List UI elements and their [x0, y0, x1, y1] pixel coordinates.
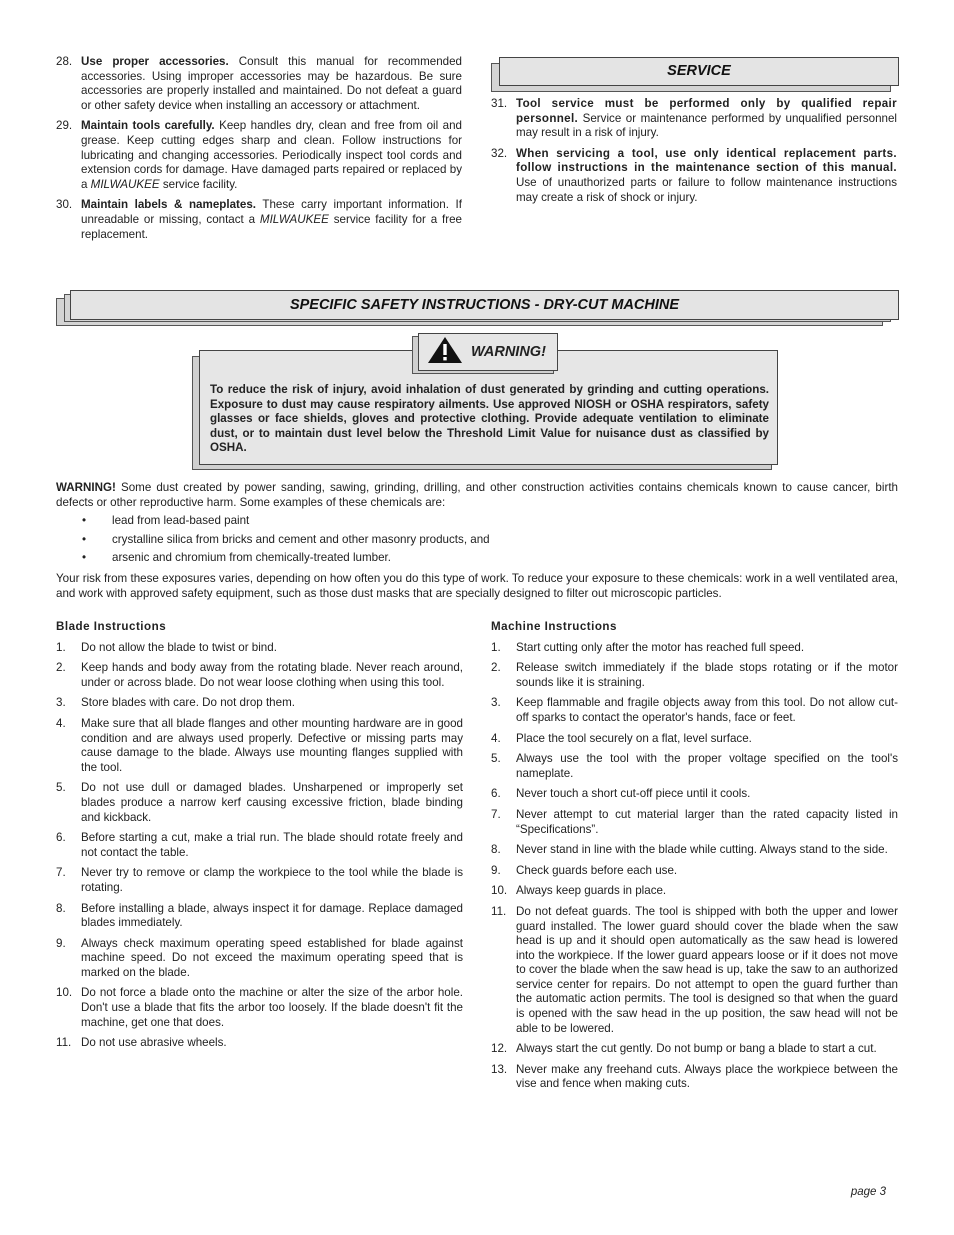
item-number: 3.: [56, 696, 66, 710]
item-number: 7.: [56, 866, 66, 880]
item-text: Never touch a short cut-off piece until it cools.: [516, 787, 751, 801]
item-text: Do not use abrasive wheels.: [81, 1036, 227, 1050]
list-item: [491, 884, 898, 899]
list-item: [491, 1063, 898, 1092]
item-text: [516, 147, 897, 205]
bullet-item: [56, 551, 898, 566]
list-item: [491, 905, 898, 1036]
bullet-text: crystalline silica from bricks and cement and other masonry products, and: [112, 532, 490, 546]
item-number: 6.: [491, 787, 501, 801]
bullet-text: lead from lead-based paint: [112, 514, 250, 528]
item-text: Never stand in line with the blade while cutting. Always stand to the side.: [516, 843, 888, 857]
item-number: 11.: [56, 1036, 72, 1050]
general-safety-list: [56, 55, 462, 242]
list-item: [491, 843, 898, 858]
item-number: 3.: [491, 696, 501, 710]
item-lead: Use proper accessories.: [81, 55, 229, 68]
brand-name: MILWAUKEE: [259, 212, 329, 226]
list-item: [56, 902, 463, 931]
brand-name: MILWAUKEE: [90, 177, 160, 191]
bullet-dot: •: [82, 532, 87, 546]
item-number: 28.: [56, 55, 73, 68]
service-header: [499, 57, 899, 86]
list-item: [56, 866, 463, 895]
warning-box-text: To reduce the risk of injury, avoid inhalation of dust generated by grinding and cutting operations. Exposure to dust may cause respiratory ailments. Use approved NIOSH or OSHA respirators, safety glasses or face shields, gloves and protective clothing. Provide adequate ventilation to eliminate dust, or to maintain dust level below the Threshold Limit Value for nuisance dust as classified by OSHA.: [210, 383, 769, 455]
item-number: 5.: [56, 781, 66, 795]
list-item: [56, 1036, 463, 1051]
bullet-item: [56, 514, 898, 529]
list-item: [56, 696, 463, 711]
prop65-warning: [56, 481, 898, 601]
specific-safety-header-label: SPECIFIC SAFETY INSTRUCTIONS - DRY-CUT MACHINE: [289, 296, 680, 313]
prop65-closing: Your risk from these exposures varies, depending on how often you do this type of work. To reduce your exposure to these chemicals: work in a well ventilated area, and work with approved safety equipment, such as those dust masks that are specially designed to filter out microscopic particles.: [56, 571, 898, 600]
machine-instructions-column: [491, 620, 898, 1098]
item-text: Start cutting only after the motor has reached full speed.: [516, 640, 805, 654]
item-number: 31.: [491, 97, 508, 110]
item-body: Use of unauthorized parts or failure to follow maintenance instructions may create a risk of shock or injury.: [516, 175, 897, 204]
item-text: Make sure that all blade flanges and other mounting hardware are in good condition and are always used properly. Defective or missing parts may cause damage to the blade. Always use mounting flanges supplied with the tool.: [81, 716, 463, 774]
service-list: [491, 97, 897, 205]
list-item: [56, 661, 463, 690]
item-text: Check guards before each use.: [516, 863, 678, 877]
list-item: [56, 55, 462, 113]
item-number: 8.: [491, 843, 501, 857]
item-number: 8.: [56, 901, 66, 915]
blade-instructions-column: [56, 620, 463, 1057]
item-text: Release switch immediately if the blade stops rotating or if the motor sounds like it is straining.: [516, 661, 898, 689]
machine-instructions-list: [491, 641, 898, 1092]
item-number: 9.: [491, 863, 501, 877]
list-item: [56, 937, 463, 981]
list-item: [56, 198, 462, 242]
bullet-dot: •: [82, 514, 87, 528]
list-item: [56, 986, 463, 1030]
item-text: [81, 198, 462, 242]
item-text: Never attempt to cut material larger than the rated capacity listed in “Specifications”.: [516, 807, 898, 836]
list-item: [491, 661, 898, 690]
machine-instructions-header: Machine Instructions: [491, 620, 617, 633]
list-item: [56, 781, 463, 825]
item-number: 11.: [491, 904, 507, 918]
list-item: [491, 97, 897, 141]
list-item: [56, 717, 463, 775]
item-number: 10.: [491, 884, 508, 898]
item-text: Never try to remove or clamp the workpiece to the tool while the blade is rotating.: [81, 866, 463, 894]
item-text: Do not defeat guards. The tool is shipped with both the upper and lower guard installed. The lower guard should cover the blade when the saw head is up and it should open automatically as the saw head is lowered into the workpiece. If the lower guard appears loose or if it does not move to cover the blade when the saw head is up, take the saw to an authorized service center for repairs. Do not attempt to open the guard further than the automatic action permits. The tool is designed so that when the guard is opened with the saw head in the up position, the saw head will not be able to be lowered.: [516, 904, 898, 1035]
list-item: [491, 787, 898, 802]
item-text: Always keep guards in place.: [516, 884, 667, 898]
item-number: 1.: [491, 640, 501, 654]
item-text: [516, 97, 897, 141]
item-number: 7.: [491, 807, 501, 821]
item-body: Consult this manual for recommended accessories. Using improper accessories may be hazardous. Be sure accessories are properly installed and maintained. Do not defeat a guard or other safety device when installing an accessory or attachment.: [81, 55, 462, 112]
item-text: Always use the tool with the proper voltage specified on the tool's nameplate.: [516, 752, 898, 780]
page-number: page 3: [850, 1186, 886, 1198]
list-item: [491, 752, 898, 781]
item-text: Before starting a cut, make a trial run. The blade should rotate freely and not contact the table.: [81, 831, 463, 859]
chemicals-list: [56, 514, 898, 566]
item-number: 10.: [56, 986, 73, 1000]
blade-instructions-header: Blade Instructions: [56, 620, 167, 633]
list-item: [491, 147, 897, 205]
item-lead: When servicing a tool, use only identical replacement parts. follow instructions in the maintenance section of this manual.: [516, 146, 897, 175]
item-number: 2.: [491, 661, 501, 675]
item-number: 29.: [56, 119, 73, 133]
item-text: Before installing a blade, always inspect it for damage. Replace damaged blades immediately.: [81, 901, 463, 930]
item-number: 1.: [56, 640, 66, 654]
list-item: [56, 831, 463, 860]
item-text: [81, 55, 462, 113]
general-safety-column: [56, 55, 462, 248]
list-item: [491, 864, 898, 879]
item-body: Service or maintenance performed by unqualified personnel may result in a risk of injury.: [516, 111, 897, 140]
prop65-lead: WARNING!: [56, 481, 116, 494]
list-item: [56, 641, 463, 656]
warning-title: WARNING!: [471, 343, 546, 360]
list-item: [491, 696, 898, 725]
list-item: [491, 808, 898, 837]
item-number: 13.: [491, 1062, 508, 1076]
service-header-label: SERVICE: [667, 63, 731, 80]
item-number: 30.: [56, 198, 73, 212]
item-text: Place the tool securely on a flat, level surface.: [516, 731, 752, 745]
item-number: 32.: [491, 146, 508, 160]
bullet-dot: •: [82, 551, 87, 565]
list-item: [491, 1042, 898, 1057]
list-item: [491, 641, 898, 656]
item-lead: Tool service must be performed only by qualified repair personnel.: [516, 97, 897, 125]
prop65-text: Some dust created by power sanding, sawing, grinding, drilling, and other construction activities contains chemicals known to cause cancer, birth defects or other reproductive harm. Some examples of these chemicals are:: [56, 481, 898, 509]
item-body-end: service facility.: [159, 177, 238, 191]
bullet-item: [56, 533, 898, 548]
item-number: 4.: [56, 716, 66, 730]
warning-tab: [418, 333, 558, 371]
item-body-end: service facility for a free replacement.: [81, 212, 462, 241]
item-number: 5.: [491, 752, 501, 766]
list-item: [56, 119, 462, 192]
item-body: These carry important information. If unreadable or missing, contact a: [81, 198, 462, 226]
prop65-intro: [56, 481, 898, 510]
item-text: Do not force a blade onto the machine or alter the size of the arbor hole. Don't use a blade that fits the arbor too loosely. If the blade doesn't fit the machine, get one that does.: [81, 986, 463, 1029]
bullet-text: arsenic and chromium from chemically-treated lumber.: [112, 551, 391, 565]
item-text: Always check maximum operating speed established for blade against machine speed. Do not exceed the maximum operating speed that is marked on the blade.: [81, 936, 463, 979]
item-number: 12.: [491, 1042, 508, 1056]
item-text: Keep flammable and fragile objects away from this tool. Do not allow cut-off sparks to contact the operator's hands, face or feet.: [516, 696, 898, 724]
item-lead: Maintain tools carefully.: [81, 119, 215, 133]
item-number: 4.: [491, 731, 501, 745]
item-text: Do not allow the blade to twist or bind.: [81, 640, 277, 654]
item-lead: Maintain labels & nameplates.: [81, 198, 256, 212]
item-number: 2.: [56, 661, 66, 675]
item-number: 6.: [56, 831, 66, 845]
item-text: [81, 119, 462, 192]
list-item: [491, 732, 898, 747]
item-text: Always start the cut gently. Do not bump or bang a blade to start a cut.: [516, 1042, 877, 1056]
item-text: Do not use dull or damaged blades. Unsharpened or improperly set blades produce a narrow kerf causing excessive friction, blade binding and kickback.: [81, 781, 463, 824]
specific-safety-header: [70, 290, 899, 320]
item-body: Keep handles dry, clean and free from oil and grease. Keep cutting edges sharp and clean. Follow instructions for lubricating and changing accessories. Periodically inspect tool cords and extension cords for damage. Have damaged parts repaired or replaced by a: [81, 119, 462, 191]
item-text: Never make any freehand cuts. Always place the workpiece between the vise and fence when making cuts.: [516, 1062, 898, 1091]
warning-triangle-icon: [427, 336, 463, 368]
item-number: 9.: [56, 936, 66, 950]
service-column: [491, 97, 897, 211]
item-text: Store blades with care. Do not drop them.: [81, 696, 295, 710]
blade-instructions-list: [56, 641, 463, 1051]
item-text: Keep hands and body away from the rotating blade. Never reach around, under or across blade. Do not wear loose clothing when using this tool.: [81, 661, 463, 689]
